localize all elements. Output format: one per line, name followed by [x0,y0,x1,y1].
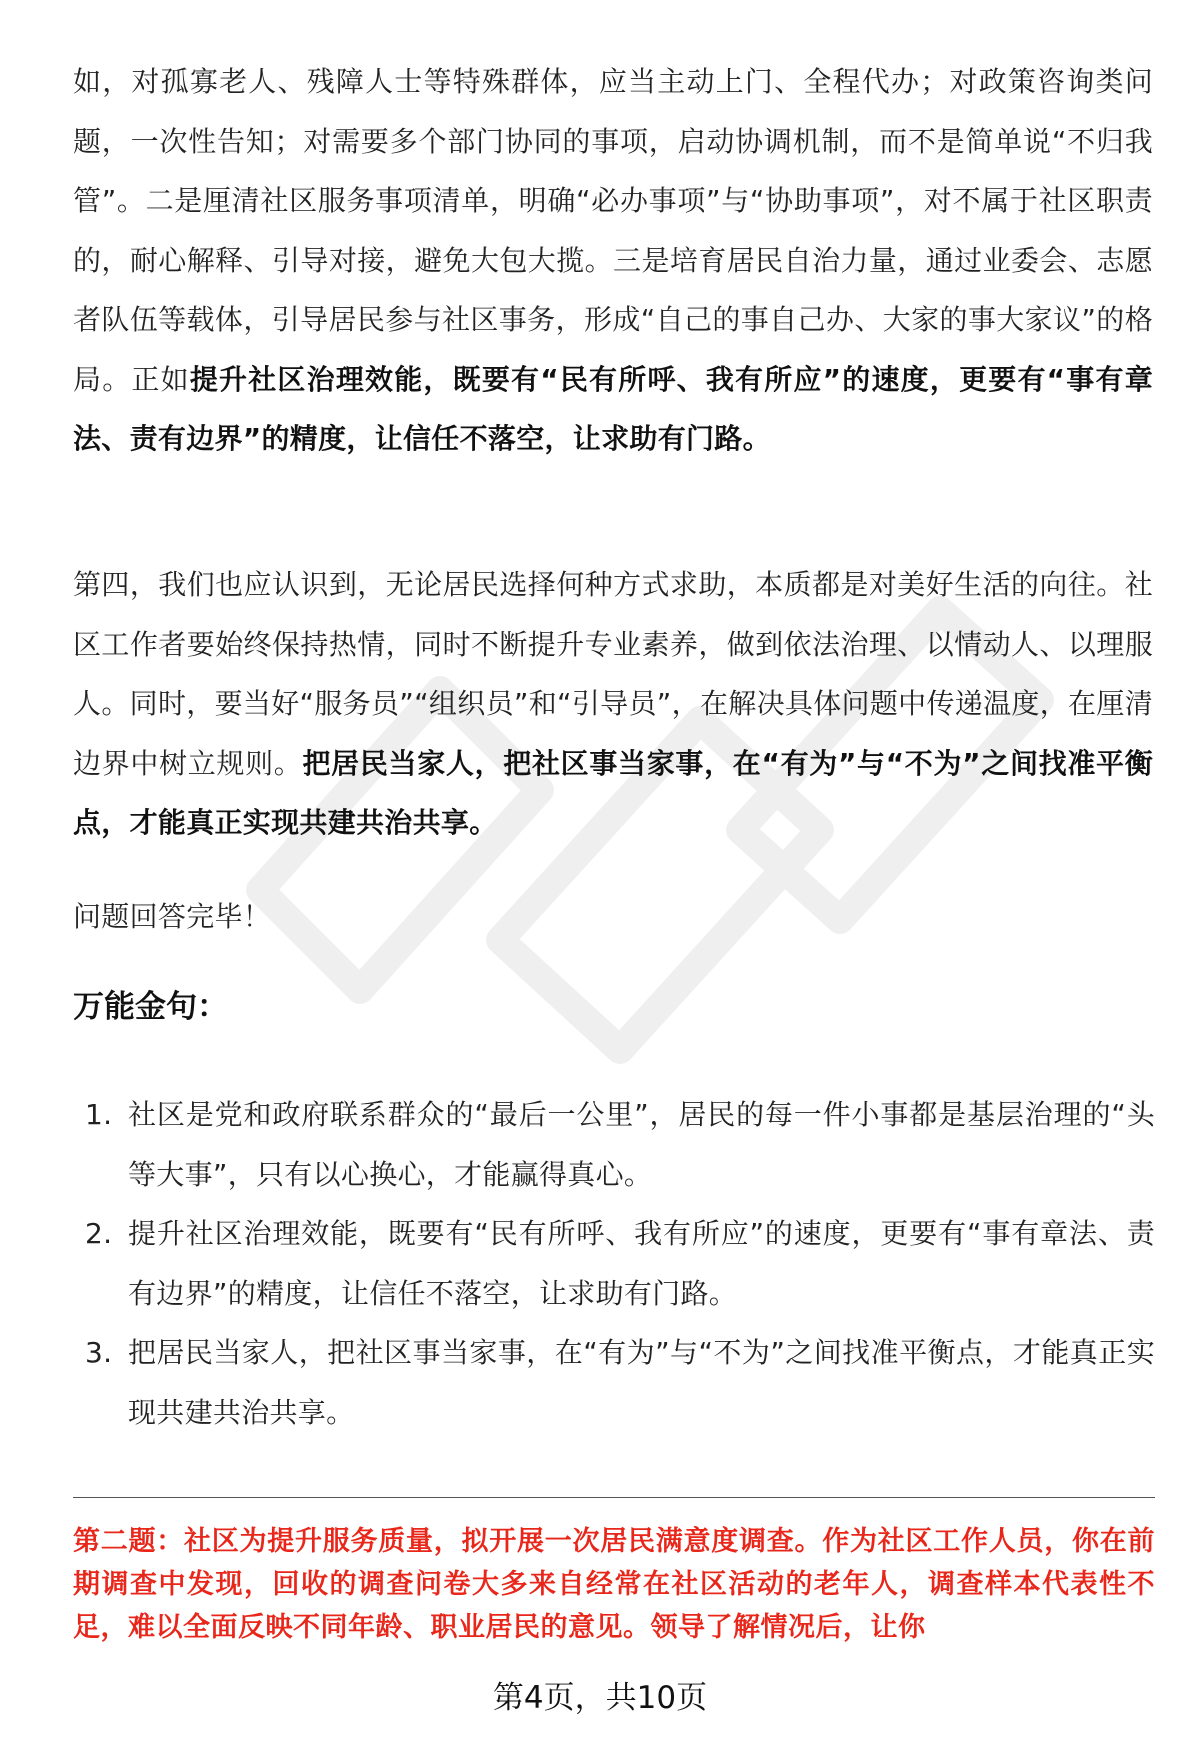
paragraph-fourth-point [73,555,1153,853]
golden-sentences-heading: 万能金句： [73,989,228,1025]
section-divider [73,1497,1155,1498]
list-item-number: 3. [85,1336,113,1369]
list-item [85,1323,1155,1442]
golden-sentences-list [85,1085,1155,1442]
answer-complete-note: 问题回答完毕！ [73,900,272,933]
list-item-number: 2. [85,1217,113,1250]
paragraph-text: 如，对孤寡老人、残障人士等特殊群体，应当主动上门、全程代办；对政策咨询类问题，一次性告知；对需要多个部门协同的事项，启动协调机制，而不是简单说“不归我管”。二是厘清社区服务事项清单，明确“必办事项”与“协助事项”，对不属于社区职责的，耐心解释、引导对接，避免大包大揽。三是培育居民自治力量，通过业委会、志愿者队伍等载体，引导居民参与社区事务，形成“自己的事自己办、大家的事大家议”的格局。正如 [73,65,1153,396]
paragraph-continued [73,52,1153,469]
paragraph-bold-text: 提升社区治理效能，既要有“民有所呼、我有所应”的速度，更要有“事有章法、责有边界”的精度，让信任不落空，让求助有门路。 [73,362,1153,455]
list-item [85,1085,1155,1204]
paragraph-bold-text: 把居民当家人，把社区事当家事，在“有为”与“不为”之间找准平衡点，才能真正实现共建共治共享。 [73,746,1153,839]
page-number: 第4页，共10页 [492,1680,708,1716]
list-item-text: 社区是党和政府联系群众的“最后一公里”，居民的每一件小事都是基层治理的“头等大事”，只有以心换心，才能赢得真心。 [128,1098,1155,1191]
list-item-text: 提升社区治理效能，既要有“民有所呼、我有所应”的速度，更要有“事有章法、责有边界”的精度，让信任不落空，让求助有门路。 [128,1217,1155,1310]
list-item-number: 1. [85,1098,113,1131]
list-item [85,1204,1155,1323]
paragraph-text: 第四，我们也应认识到，无论居民选择何种方式求助，本质都是对美好生活的向往。社区工作者要始终保持热情，同时不断提升专业素养，做到依法治理、以情动人、以理服人。同时，要当好“服务员”“组织员”和“引导员”，在解决具体问题中传递温度，在厘清边界中树立规则。 [73,568,1153,780]
question-two-text: 第二题：社区为提升服务质量，拟开展一次居民满意度调查。作为社区工作人员，你在前期调查中发现，回收的调查问卷大多来自经常在社区活动的老年人，调查样本代表性不足，难以全面反映不同年龄、职业居民的意见。领导了解情况后，让你 [73,1526,1155,1643]
list-item-text: 把居民当家人，把社区事当家事，在“有为”与“不为”之间找准平衡点，才能真正实现共建共治共享。 [128,1336,1155,1429]
